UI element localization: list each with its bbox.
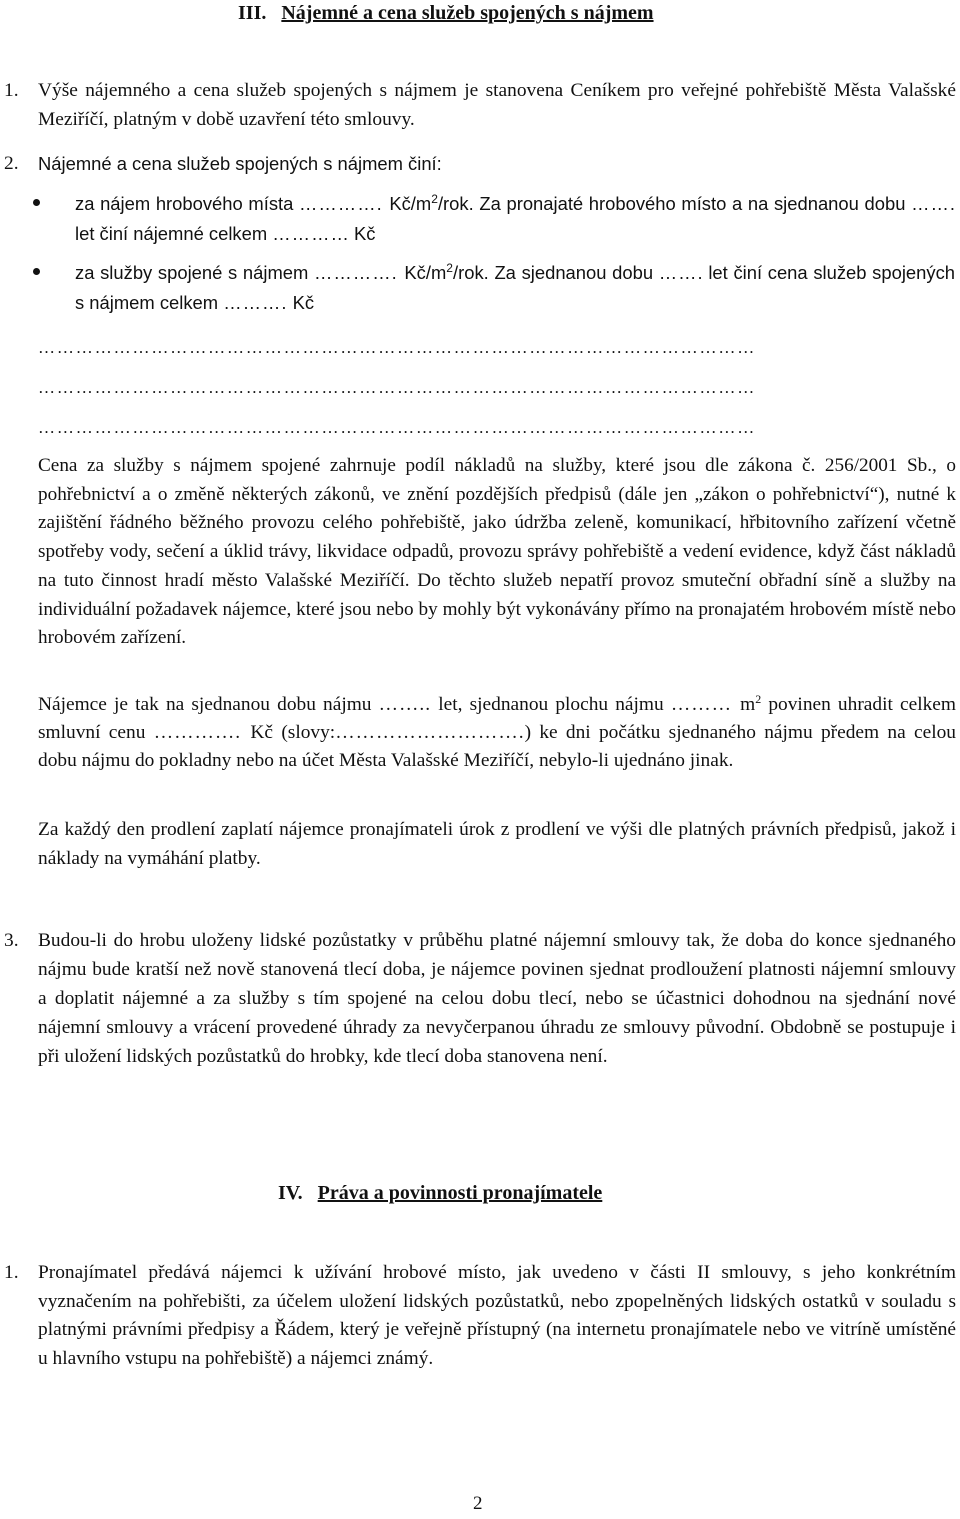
rent-text: za nájem hrobového místa: [75, 193, 300, 214]
bullet-icon: [33, 199, 40, 206]
lease-area-blank[interactable]: ………: [670, 694, 741, 715]
lease-years-blank[interactable]: ……..: [378, 694, 432, 715]
fill-line[interactable]: ……………………………………………………………………………………………………: [38, 418, 757, 437]
payment-text: let, sjednanou plochu nájmu: [431, 694, 671, 715]
section-number: III.: [238, 2, 267, 24]
payment-text: povinen uhradit celkem smluvní cenu: [38, 694, 956, 744]
payment-text: ) ke dni počátku sjednaného nájmu předem na celou dobu nájmu do pokladny nebo na účet Města Valašské Meziříčí, nebylo-li ujednáno jinak.: [38, 722, 956, 772]
services-bullet: [75, 258, 955, 317]
payment-text: Kč (slovy:: [250, 722, 336, 744]
services-text: za služby spojené s nájmem: [75, 262, 315, 283]
currency-text: … Kč: [330, 222, 376, 244]
rent-rate-blank[interactable]: ………….: [299, 193, 390, 214]
section-title: Nájemné a cena služeb spojených s nájmem: [281, 2, 654, 24]
section-heading-III: [238, 0, 654, 26]
unit-text: Kč/m: [389, 193, 432, 214]
section-title: Práva a povinnosti pronajímatele: [317, 1182, 603, 1204]
services-text: /rok. Za sjednanou dobu: [452, 262, 659, 283]
clause-4-1: [4, 1259, 956, 1373]
clause-text: Výše nájemného a cena služeb spojených s nájmem je stanovena Ceníkem pro veřejné pohřebiště Města Valašské Meziříčí, platným v době uzavření této smlouvy.: [38, 80, 956, 130]
clause-number: 1.: [4, 1262, 19, 1283]
clause-number: 3.: [4, 930, 19, 951]
fill-line[interactable]: ……………………………………………………………………………………………………: [38, 378, 757, 397]
currency-text: Kč: [287, 291, 315, 313]
clause-number: 1.: [4, 80, 19, 101]
superscript: 2: [446, 261, 453, 275]
tenant-payment-paragraph: [38, 691, 956, 776]
page-number: 2: [473, 1493, 483, 1514]
contract-price-blank[interactable]: ………….: [153, 722, 251, 744]
services-text: . let činí cena služeb spojených s nájmem celkem: [75, 262, 955, 313]
bullet-icon: [33, 268, 40, 275]
clause-3-3: [4, 926, 956, 1071]
clause-text: Budou-li do hrobu uloženy lidské pozůstatky v průběhu platné nájemní smlouvy tak, že doba do konce sjednaného nájmu bude kratší než nově stanovená tlecí doba, je nájemce povinen sjednat prodloužení platnosti nájemní smlouvy a doplatit nájemné a za služby s tím spojené na celou dobu tlecí, nebo se účastnici dohodnou na sjednání nové nájemní smlouvy a vrácení provedené úhrady za nevyčerpanou úhradu ze smlouvy původní. Obdobně se postupuje i při uložení lidských pozůstatků do hrobky, kde tlecí doba stanovena není.: [38, 930, 956, 1067]
unit-text: Kč/m: [404, 262, 447, 283]
section-number: IV.: [278, 1182, 303, 1204]
payment-text: Nájemce je tak na sjednanou dobu nájmu: [38, 694, 379, 715]
clause-3-2: [4, 150, 956, 179]
unit-text: m: [740, 694, 756, 715]
rent-text: /rok. Za pronajaté hrobového místo a na sjednanou dobu: [437, 193, 912, 214]
rent-bullet: [75, 189, 955, 248]
price-in-words-blank[interactable]: ……………………….: [335, 722, 525, 744]
clause-text: Pronajímatel předává nájemci k užívání hrobové místo, jak uvedeno v části II smlouvy, s jeho konkrétním vyznačením na pohřebišti, za účelem uložení lidských pozůstatků, nebo zpopelněných lidských ostatků v souladu s platnými právními předpisy a Řádem, který je veřejně přístupný (na internetu pronajímatele nebo ve vitríně umístěné u hlavního vstupu na pohřebiště) a nájemci známý.: [38, 1262, 956, 1369]
services-rate-blank[interactable]: ………….: [314, 262, 405, 283]
section-heading-IV: [278, 1180, 602, 1206]
rent-years-blank[interactable]: ……: [911, 193, 950, 214]
services-years-blank[interactable]: ……: [658, 262, 698, 283]
clause-3-1: [4, 77, 956, 134]
services-price-paragraph: Cena za služby s nájmem spojené zahrnuje podíl nákladů na služby, které jsou dle zákona č. 256/2001 Sb., o pohřebnictví a o změně některých zákonů, ve znění pozdějších předpisů (dále jen „zákon o pohřebnictví“), nutné k zajištění řádného běžného provozu celého pohřebiště, jako údržba zeleně, komunikací, hřbitovního zařízení včetně spotřeby vody, sečení a úklid trávy, likvidace odpadů, provozu správy pohřebiště a vedení evidence, když část nákladů na tuto činnost hradí město Valašské Meziříčí. Do těchto služeb nepatří provoz smuteční obřadní síně a služby na individuální požadavek nájemce, které jsou nebo by mohly být vykonávány přímo na pronajatém hrobovém místě nebo hrobovém zařízení.: [38, 455, 956, 649]
superscript: 2: [431, 192, 438, 206]
late-payment-paragraph: Za každý den prodlení zaplatí nájemce pronajímateli úrok z prodlení ve výši dle platných právních předpisů, jakož i náklady na vymáhání platby.: [38, 819, 956, 869]
fill-line[interactable]: ……………………………………………………………………………………………………: [38, 338, 757, 357]
rent-text: . let činí nájemné celkem: [75, 193, 955, 244]
services-total-blank[interactable]: ……….: [223, 291, 288, 313]
clause-number: 2.: [4, 153, 19, 174]
superscript: 2: [755, 692, 762, 706]
rent-total-blank[interactable]: ………: [272, 222, 331, 244]
clause-text: Nájemné a cena služeb spojených s nájmem činí:: [38, 153, 442, 174]
